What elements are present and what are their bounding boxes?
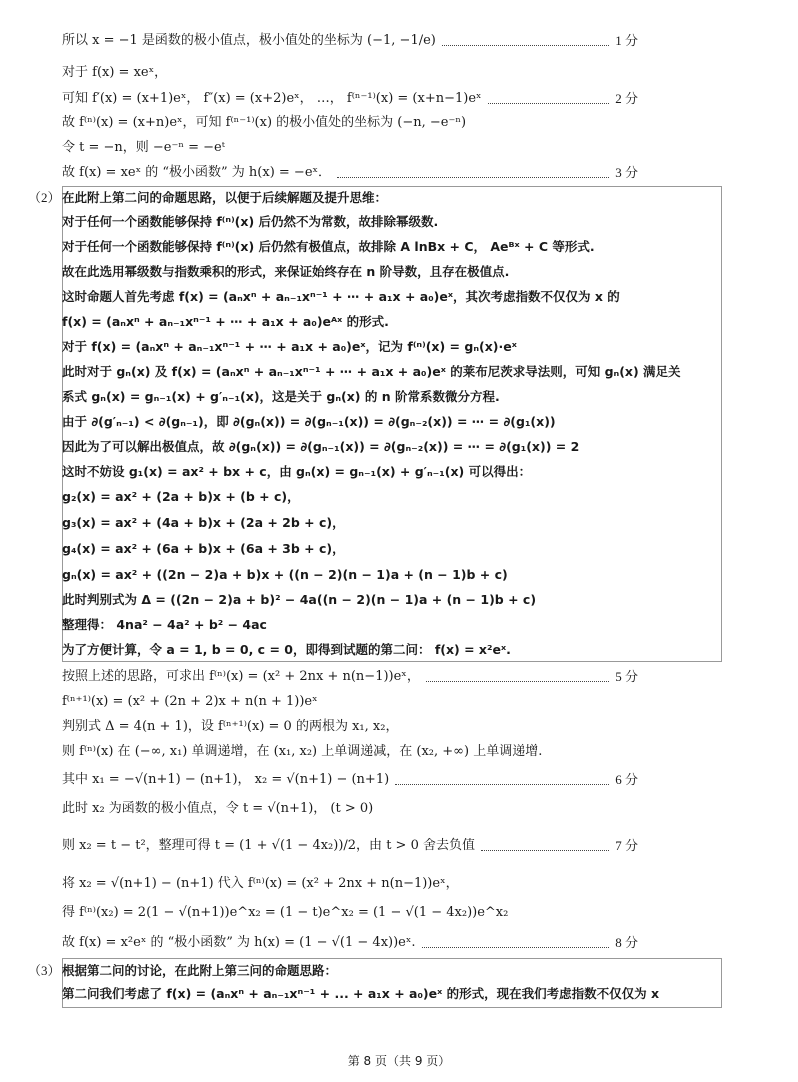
box-line: 对于 f(x) = (aₙxⁿ + aₙ₋₁xⁿ⁻¹ + ⋯ + a₁x + a₀)eˣ，记为 f⁽ⁿ⁾(x) = gₙ(x)·eˣ — [62, 339, 517, 354]
solution-line: 其中 x₁ = −√(n+1) − (n+1)， x₂ = √(n+1) − (n+1) 6 分 — [62, 771, 718, 789]
solution-line: f⁽ⁿ⁺¹⁾(x) = (x² + (2n + 2)x + n(n + 1))eˣ — [62, 694, 318, 709]
box-line: g₂(x) = ax² + (2a + b)x + (b + c)， — [62, 489, 300, 504]
solution-line — [62, 32, 718, 50]
box-line: 对于任何一个函数能够保持 f⁽ⁿ⁾(x) 后仍然有极值点，故排除 A lnBx + C， Aeᴮˣ + C 等形式. — [62, 239, 595, 254]
solution-line: 按照上述的思路，可求出 f⁽ⁿ⁾(x) = (x² + 2nx + n(n−1))eˣ， 5 分 — [62, 668, 718, 686]
box-line: g₃(x) = ax² + (4a + b)x + (2a + 2b + c)， — [62, 515, 345, 530]
solution-line — [62, 114, 718, 132]
dotted-leader — [422, 934, 610, 948]
line-text: 故 f(x) = xeˣ 的 “极小函数” 为 h(x) = −eˣ． — [62, 165, 332, 180]
question-number: （2） — [28, 190, 61, 205]
line-text: 令 t = −n，则 −e⁻ⁿ = −eᵗ — [62, 140, 225, 155]
line-text: 故 f⁽ⁿ⁾(x) = (x+n)eˣ，可知 f⁽ⁿ⁻¹⁾(x) 的极小值处的坐标为 (−n, −e⁻ⁿ) — [62, 115, 467, 130]
solution-line — [62, 90, 718, 108]
question-number: （3） — [28, 963, 61, 978]
score-label: 8 分 — [615, 935, 638, 950]
box-line: 此时对于 gₙ(x) 及 f(x) = (aₙxⁿ + aₙ₋₁xⁿ⁻¹ + ⋯ + a₁x + a₀)eˣ 的莱布尼茨求导法则，可知 gₙ(x) 满足关 — [62, 364, 681, 379]
solution-line: 此时 x₂ 为函数的极小值点，令 t = √(n+1)， (t > 0) — [62, 801, 374, 816]
score-label: 7 分 — [615, 838, 638, 853]
solution-line: 则 x₂ = t − t²，整理可得 t = (1 + √(1 − 4x₂))/2，由 t > 0 舍去负值 7 分 — [62, 837, 718, 855]
page-footer: 第 8 页（共 9 页） — [347, 1054, 451, 1068]
score-label: 2 分 — [615, 91, 638, 106]
dotted-leader — [442, 32, 609, 46]
box-line: 这时命题人首先考虑 f(x) = (aₙxⁿ + aₙ₋₁xⁿ⁻¹ + ⋯ + a₁x + a₀)eˣ，其次考虑指数不仅仅为 x 的 — [62, 289, 620, 304]
box-line: 系式 gₙ(x) = gₙ₋₁(x) + g′ₙ₋₁(x)，这是关于 gₙ(x) 的 n 阶常系数微分方程. — [62, 389, 500, 404]
solution-line: 将 x₂ = √(n+1) − (n+1) 代入 f⁽ⁿ⁾(x) = (x² + 2nx + n(n−1))eˣ， — [62, 876, 459, 891]
dotted-leader — [481, 837, 609, 851]
box-line: gₙ(x) = ax² + ((2n − 2)a + b)x + ((n − 2)(n − 1)a + (n − 1)b + c) — [62, 567, 508, 582]
box-line: g₄(x) = ax² + (6a + b)x + (6a + 3b + c)， — [62, 541, 345, 556]
score-label: 1 分 — [615, 33, 638, 48]
dotted-leader — [426, 668, 609, 682]
box-line: 因此为了可以解出极值点，故 ∂(gₙ(x)) = ∂(gₙ₋₁(x)) = ∂(gₙ₋₂(x)) = ⋯ = ∂(g₁(x)) = 2 — [62, 439, 580, 454]
box-line: 由于 ∂(g′ₙ₋₁) < ∂(gₙ₋₁)，即 ∂(gₙ(x)) = ∂(gₙ₋₁(x)) = ∂(gₙ₋₂(x)) = ⋯ = ∂(g₁(x)) — [62, 414, 556, 429]
solution-line — [62, 164, 718, 182]
solution-line — [62, 139, 718, 157]
line-text: 所以 x = −1 是函数的极小值点，极小值处的坐标为 (−1, −1/e) — [62, 33, 436, 48]
solution-line: 判别式 Δ = 4(n + 1)，设 f⁽ⁿ⁺¹⁾(x) = 0 的两根为 x₁, x₂， — [62, 719, 399, 734]
box-line: 整理得： 4na² − 4a² + b² − 4ac — [62, 617, 267, 632]
solution-line: 得 f⁽ⁿ⁾(x₂) = 2(1 − √(n+1))e^x₂ = (1 − t)e^x₂ = (1 − √(1 − 4x₂))e^x₂ — [62, 905, 509, 920]
box-line: 在此附上第二问的命题思路，以便于后续解题及提升思维： — [62, 190, 388, 205]
score-label: 6 分 — [615, 772, 638, 787]
box-line: 根据第二问的讨论，在此附上第三问的命题思路： — [62, 963, 338, 978]
score-label: 5 分 — [615, 669, 638, 684]
box-line: 为了方便计算，令 a = 1, b = 0, c = 0，即得到试题的第二问： f(x) = x²eˣ. — [62, 642, 511, 657]
dotted-leader — [395, 771, 609, 785]
solution-line: 故 f(x) = x²eˣ 的 “极小函数” 为 h(x) = (1 − √(1 − 4x))eˣ. 8 分 — [62, 934, 718, 952]
line-text: 对于 f(x) = xeˣ， — [62, 65, 168, 80]
box-line: 此时判别式为 Δ = ((2n − 2)a + b)² − 4a((n − 2)(n − 1)a + (n − 1)b + c) — [62, 592, 537, 607]
box-line: f(x) = (aₙxⁿ + aₙ₋₁xⁿ⁻¹ + ⋯ + a₁x + a₀)eᴬˣ 的形式. — [62, 314, 389, 329]
box-line: 第二问我们考虑了 f(x) = (aₙxⁿ + aₙ₋₁xⁿ⁻¹ + ... + a₁x + a₀)eˣ 的形式，现在我们考虑指数不仅仅为 x — [62, 986, 660, 1001]
box-line: 故在此选用幂级数与指数乘积的形式，来保证始终存在 n 阶导数，且存在极值点. — [62, 264, 510, 279]
score-label: 3 分 — [615, 165, 638, 180]
solution-line — [62, 64, 718, 82]
line-text: 可知 f′(x) = (x+1)eˣ， f″(x) = (x+2)eˣ， …， f⁽ⁿ⁻¹⁾(x) = (x+n−1)eˣ — [62, 91, 482, 106]
solution-line: 则 f⁽ⁿ⁾(x) 在 (−∞, x₁) 单调递增，在 (x₁, x₂) 上单调递减，在 (x₂, +∞) 上单调递增. — [62, 744, 543, 759]
dotted-leader — [337, 164, 609, 178]
box-line: 这时不妨设 g₁(x) = ax² + bx + c，由 gₙ(x) = gₙ₋₁(x) + g′ₙ₋₁(x) 可以得出： — [62, 464, 532, 479]
dotted-leader — [488, 90, 610, 104]
box-line: 对于任何一个函数能够保持 f⁽ⁿ⁾(x) 后仍然不为常数，故排除幂级数. — [62, 214, 439, 229]
